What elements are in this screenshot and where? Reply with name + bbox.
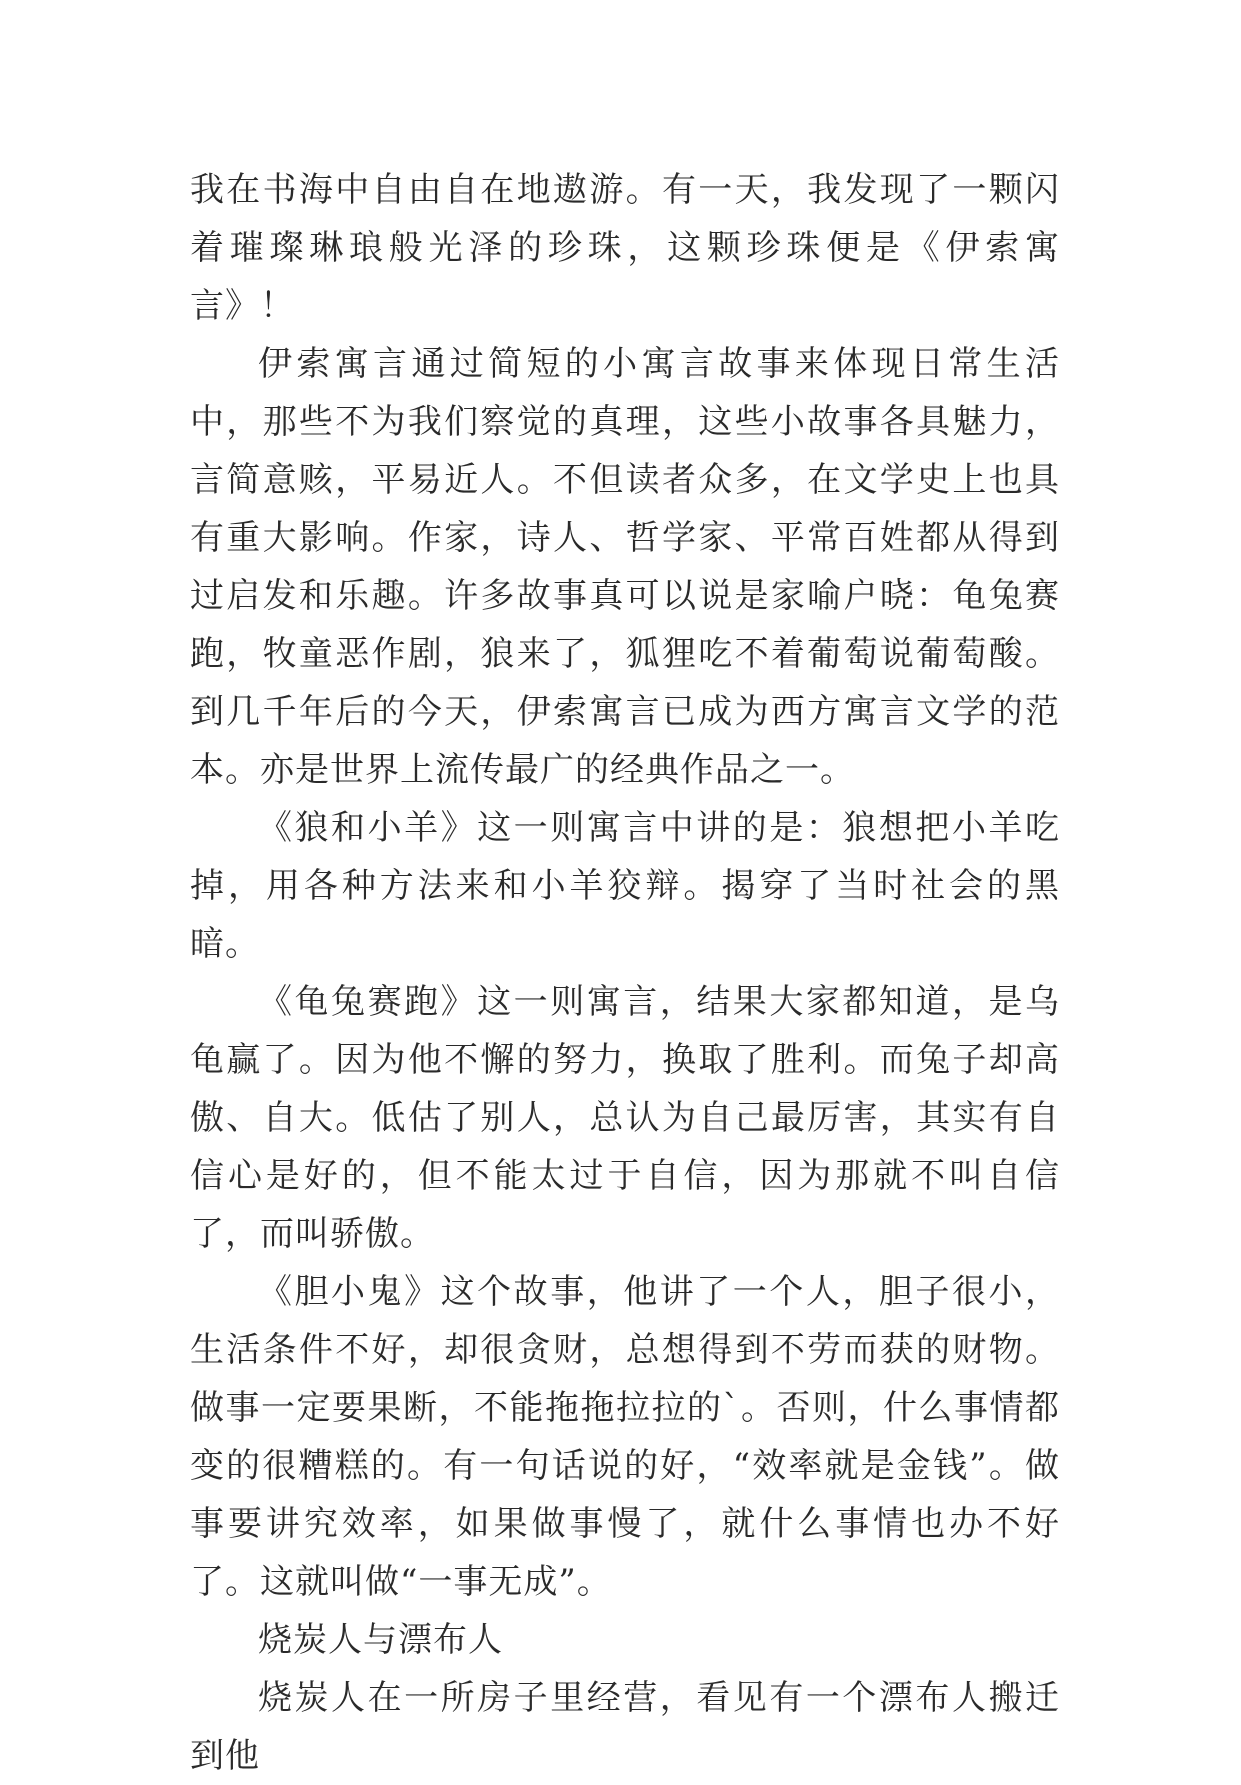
paragraph-continuation: 我在书海中自由自在地遨游。有一天，我发现了一颗闪着璀璨琳琅般光泽的珍珠，这颗珍珠便是《伊索寓言》！ xyxy=(190,170,1060,326)
paragraph-tortoise-and-hare: 《龟兔赛跑》这一则寓言，结果大家都知道，是乌龟赢了。因为他不懈的努力，换取了胜利。而兔子却高傲、自大。低估了别人，总认为自己最厉害，其实有自信心是好的，但不能太过于自信，因为那就不叫自信了，而叫骄傲。 xyxy=(190,982,1060,1254)
paragraph-aesop-intro: 伊索寓言通过简短的小寓言故事来体现日常生活中，那些不为我们察觉的真理，这些小故事各具魅力，言简意赅，平易近人。不但读者众多，在文学史上也具有重大影响。作家，诗人、哲学家、平常百姓都从得到过启发和乐趣。许多故事真可以说是家喻户晓：龟兔赛跑，牧童恶作剧，狼来了，狐狸吃不着葡萄说葡萄酸。到几千年后的今天，伊索寓言已成为西方寓言文学的范本。亦是世界上流传最广的经典作品之一。 xyxy=(190,344,1060,790)
document-body xyxy=(190,161,1060,1785)
paragraph-wolf-and-lamb: 《狼和小羊》这一则寓言中讲的是：狼想把小羊吃掉，用各种方法来和小羊狡辩。揭穿了当时社会的黑暗。 xyxy=(190,808,1060,964)
paragraph-charcoal-burner: 烧炭人在一所房子里经营，看见有一个漂布人搬迁到他 xyxy=(190,1678,1060,1776)
story-title: 烧炭人与漂布人 xyxy=(258,1620,503,1660)
paragraph-coward: 《胆小鬼》这个故事，他讲了一个人，胆子很小，生活条件不好，却很贪财，总想得到不劳而获的财物。做事一定要果断，不能拖拖拉拉的`。否则，什么事情都变的很糟糕的。有一句话说的好，“效率就是金钱”。做事要讲究效率，如果做事慢了，就什么事情也办不好了。这就叫做“一事无成”。 xyxy=(190,1272,1060,1602)
